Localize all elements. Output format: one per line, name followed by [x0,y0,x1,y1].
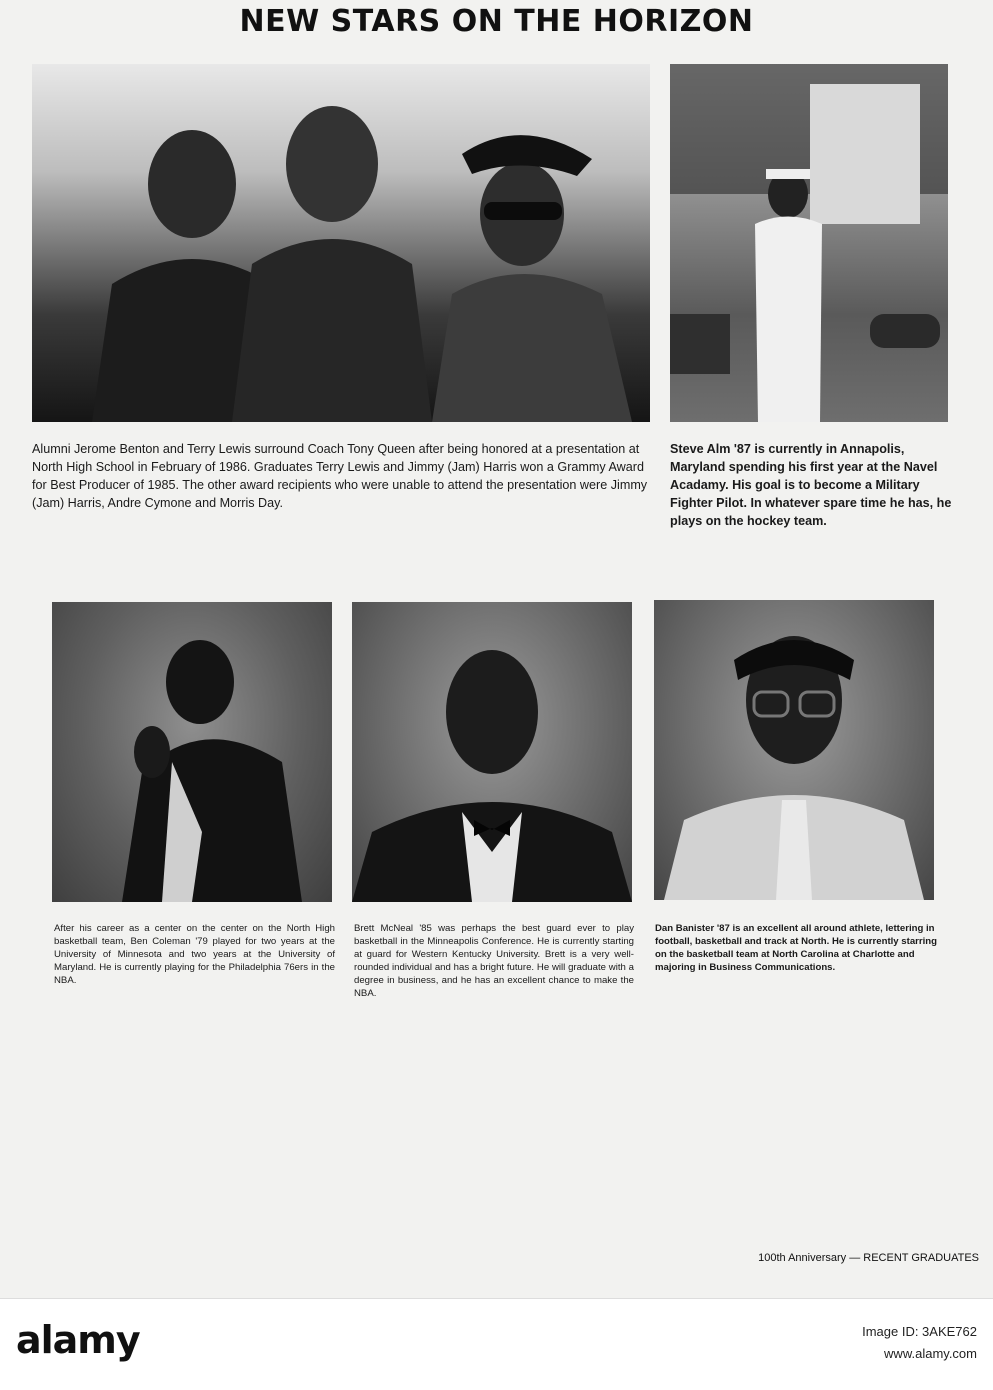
image-id-label: Image ID: 3AKE762 [862,1324,977,1339]
brett-mcneal-photo [352,602,632,902]
ben-coleman-photo [52,602,332,902]
brett-mcneal-caption: Brett McNeal '85 was perhaps the best guard ever to play basketball in the Minneapolis Conference. He is currently starting at guard for Western Kentucky University. Brett is a very well-rounded individual and has a bright future. He will graduate with a degree in business, and he has an excellent chance to make the NBA. [354,923,634,999]
ben-coleman-caption: After his career as a center on the center on the North High basketball team, Ben Coleman '79 played for two years at the University of Minnesota and two years at the University of Maryland. He is currently playing for the Philadelphia 76ers in the NBA. [54,923,335,986]
alamy-banner [0,1298,993,1390]
page-title: NEW STARS ON THE HORIZON [239,4,754,39]
alamy-url[interactable]: www.alamy.com [884,1346,977,1361]
steve-alm-caption: Steve Alm '87 is currently in Annapolis, Maryland spending his first year at the Navel Acadamy. His goal is to become a Military Fighter Pilot. In whatever spare time he has, he plays on the hockey team. [670,442,952,528]
group-photo-caption: Alumni Jerome Benton and Terry Lewis surround Coach Tony Queen after being honored at a presentation at North High School in February of 1986. Graduates Terry Lewis and Jimmy (Jam) Harris won a Grammy Award for Best Producer of 1985. The other award recipients who were unable to attend the presentation were Jimmy (Jam) Harris, Andre Cymone and Morris Day. [32,442,648,510]
alamy-logo: alamy [16,1318,140,1362]
dan-banister-photo [654,600,934,900]
group-photo [32,64,650,422]
dan-banister-caption: Dan Banister '87 is an excellent all around athlete, lettering in football, basketball and track at North. He is currently starring on the basketball team at North Carolina at Charlotte and majoring in Business Communications. [655,923,938,973]
page-footer: 100th Anniversary — RECENT GRADUATES [758,1252,979,1264]
steve-alm-photo [670,64,948,422]
banner-divider [0,1298,993,1299]
